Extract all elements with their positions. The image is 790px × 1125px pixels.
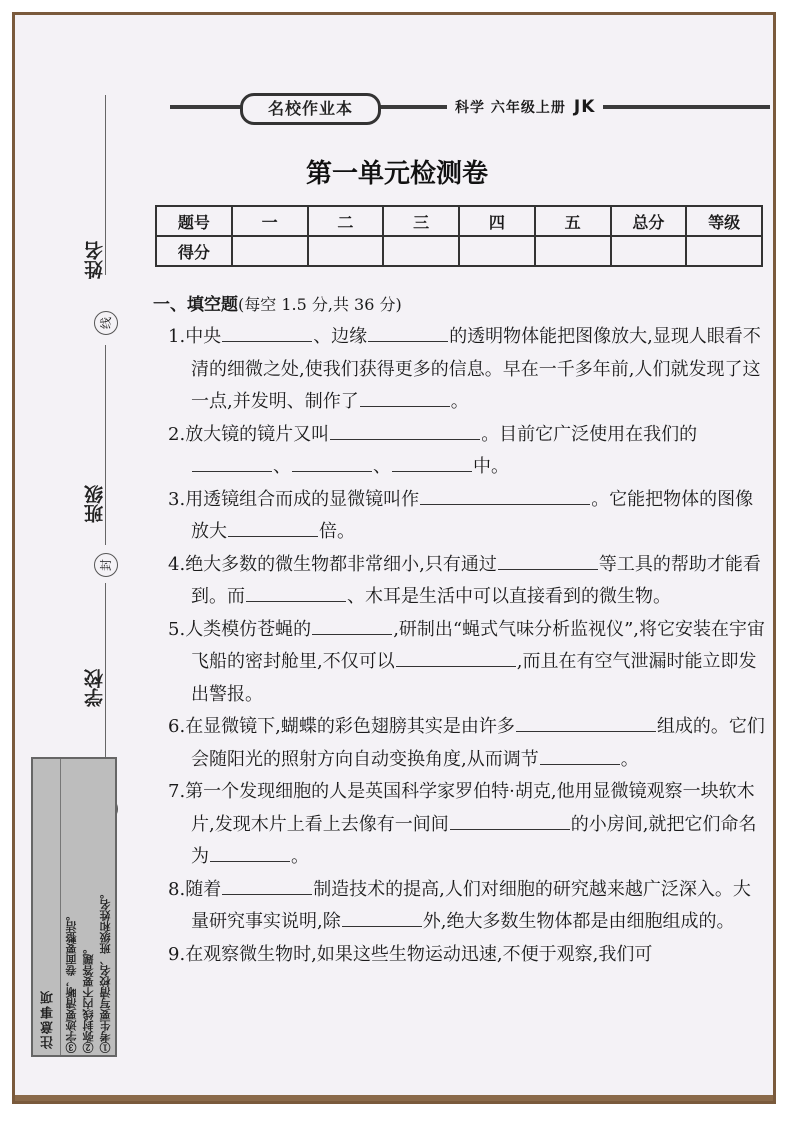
question-4: 4.绝大多数的微生物都非常细小,只有通过 等工具的帮助才能看到。而 、木耳是生活中可以直接看到的微生物。 (191, 549, 768, 614)
score-cell[interactable] (308, 236, 384, 266)
score-table (155, 205, 763, 267)
answer-blank[interactable] (420, 484, 590, 505)
seal-seal: 封 (94, 553, 118, 577)
score-cell[interactable] (232, 236, 308, 266)
question-8: 8.随着 制造技术的提高,人们对细胞的研究越来越广泛深入。大量研究事实说明,除 外,绝大多数生物体都是由细胞组成的。 (191, 874, 768, 939)
answer-blank[interactable] (312, 614, 392, 635)
question-2: 2.放大镜的镜片又叫 。目前它广泛使用在我们的 、 、 中。 (191, 419, 768, 484)
answer-blank[interactable] (368, 321, 448, 342)
answer-blank[interactable] (222, 874, 312, 895)
answer-blank[interactable] (330, 419, 480, 440)
notice-item: ③字迹要清晰，卷面要整洁。 (64, 910, 78, 1053)
question-1: 1.中央 、边缘 的透明物体能把图像放大,显现人眼看不清的细微之处,使我们获得更多的信息。早在一千多年前,人们就发现了这一点,并发明、制作了 。 (191, 321, 768, 419)
answer-blank[interactable] (450, 809, 570, 830)
score-cell[interactable] (383, 236, 459, 266)
question-area (153, 290, 768, 971)
score-cell[interactable] (535, 236, 611, 266)
page-title: 第一单元检测卷 (305, 159, 488, 189)
name-label: 姓名 (84, 241, 106, 279)
score-cell[interactable] (686, 236, 762, 266)
score-col-2: 二 (308, 206, 384, 236)
score-col-1: 一 (232, 206, 308, 236)
notice-item: ②弥封线内不要答题。 (81, 943, 95, 1053)
notice-item: ①考生要写清校名、班级和姓名。 (99, 888, 113, 1053)
notice-items (63, 763, 115, 1053)
notice-box (31, 757, 117, 1057)
section-title: 一、填空题(每空 1.5 分,共 36 分) (153, 295, 402, 315)
subject-label (447, 97, 603, 117)
answer-blank[interactable] (228, 516, 318, 537)
score-col-5: 五 (535, 206, 611, 236)
answer-blank[interactable] (192, 451, 272, 472)
score-col-grade: 等级 (686, 206, 762, 236)
class-label: 班级 (84, 485, 106, 523)
question-9: 9.在观察微生物时,如果这些生物运动迅速,不便于观察,我们可 (168, 943, 653, 965)
score-row-label: 题号 (156, 206, 232, 236)
score-table-score-row (156, 236, 762, 266)
score-table-header-row (156, 206, 762, 236)
answer-blank[interactable] (222, 321, 312, 342)
score-cell[interactable] (459, 236, 535, 266)
answer-blank[interactable] (392, 451, 472, 472)
answer-blank[interactable] (498, 549, 598, 570)
section-scoring-note: (每空 1.5 分,共 36 分) (238, 295, 402, 314)
question-3: 3.用透镜组合而成的显微镜叫作 。它能把物体的图像放大 倍。 (191, 484, 768, 549)
edition-code: JK (573, 97, 596, 117)
exam-sheet (12, 12, 776, 1104)
seal-line: 线 (94, 311, 118, 335)
school-label: 学校 (84, 669, 106, 707)
answer-blank[interactable] (360, 386, 450, 407)
score-col-4: 四 (459, 206, 535, 236)
answer-blank[interactable] (516, 711, 656, 732)
score-row-label: 得分 (156, 236, 232, 266)
subject-text: 科学 六年级上册 (455, 100, 566, 116)
question-7: 7.第一个发现细胞的人是英国科学家罗伯特·胡克,他用显微镜观察一块软木片,发现木片上看上去像有一间间 的小房间,就把它们命名为 。 (168, 781, 757, 867)
answer-blank[interactable] (246, 581, 346, 602)
answer-blank[interactable] (396, 646, 516, 667)
question-5: 5.人类模仿苍蝇的 ,研制出“蝇式气味分析监视仪”,将它安装在宇宙飞船的密封舱里,不仅可以 ,而且在有空气泄漏时能立即发出警报。 (191, 614, 768, 712)
answer-blank[interactable] (292, 451, 372, 472)
brand-badge: 名校作业本 (240, 93, 381, 125)
notice-title: 项 事 意 注 (37, 759, 61, 1055)
score-col-3: 三 (383, 206, 459, 236)
score-col-total: 总分 (611, 206, 687, 236)
answer-blank[interactable] (342, 906, 422, 927)
score-cell[interactable] (611, 236, 687, 266)
question-6: 6.在显微镜下,蝴蝶的彩色翅膀其实是由许多 组成的。它们会随阳光的照射方向自动变换角度,从而调节 。 (191, 711, 768, 776)
answer-blank[interactable] (540, 744, 620, 765)
answer-blank[interactable] (210, 841, 290, 862)
